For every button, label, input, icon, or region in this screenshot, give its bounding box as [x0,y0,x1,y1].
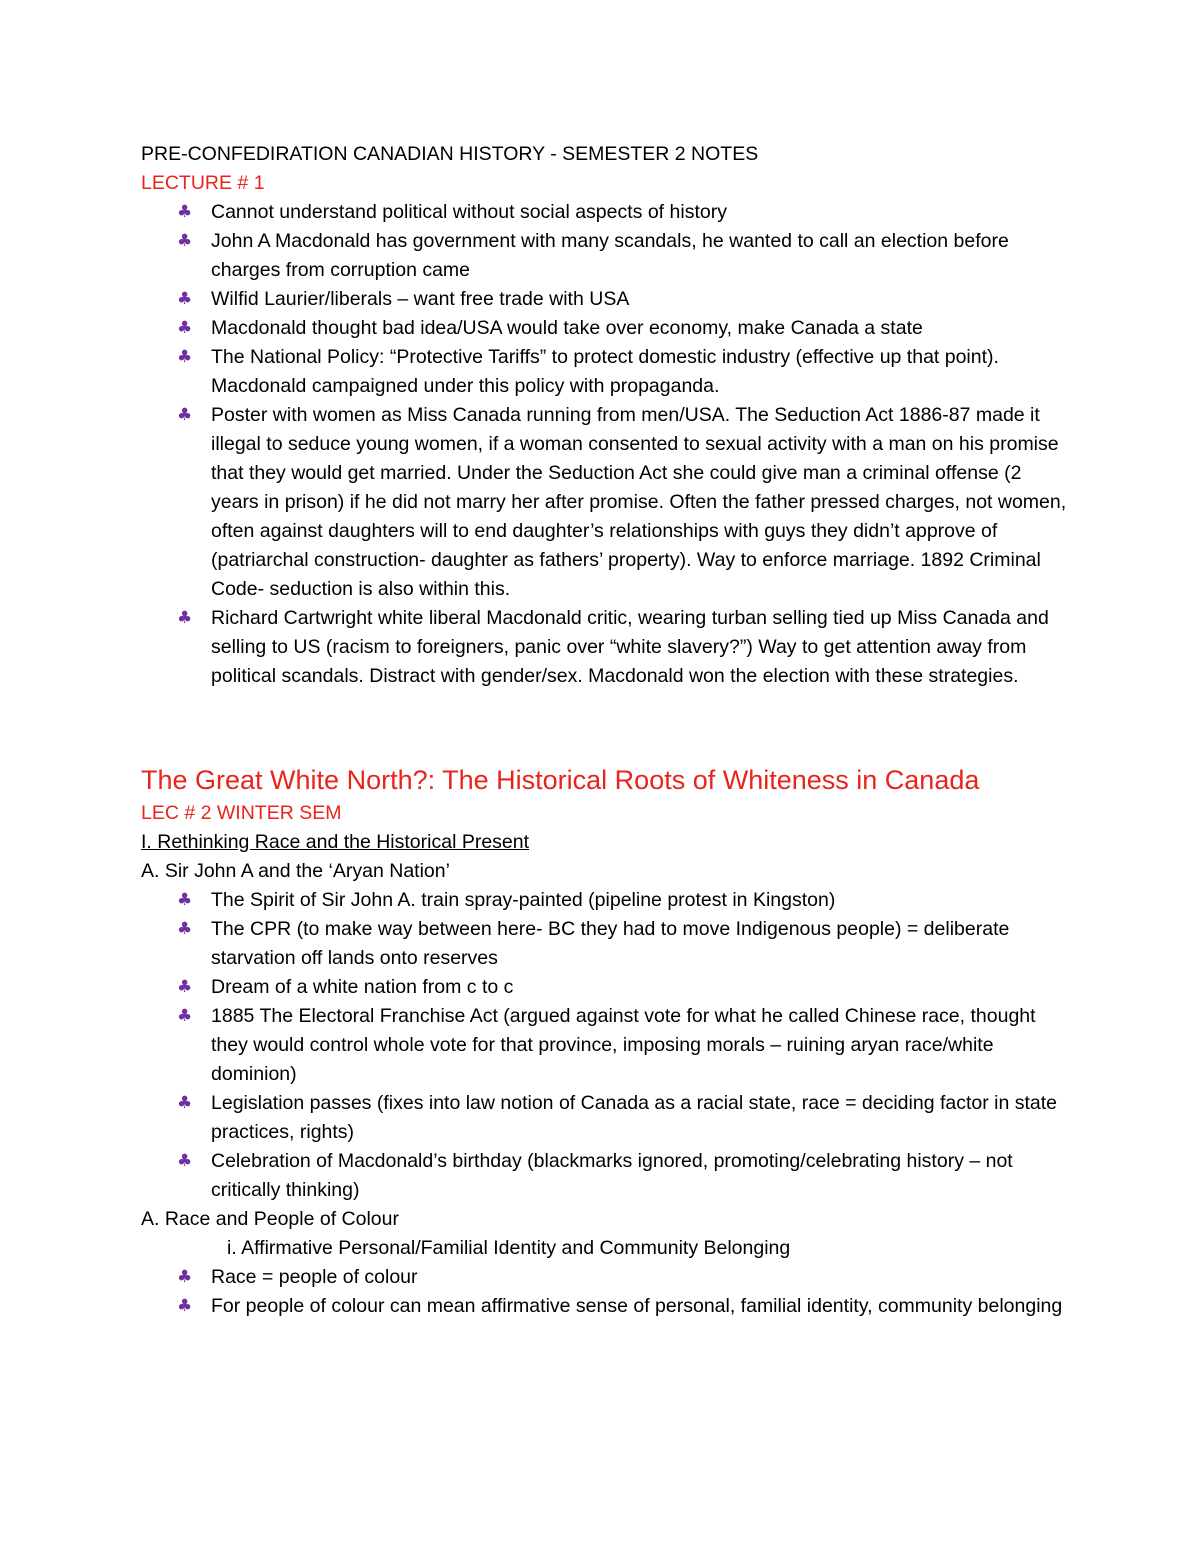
list-item [141,314,1071,343]
subsection-a2-heading: A. Race and People of Colour [141,1208,399,1230]
club-icon: ♣ [177,405,193,425]
section-2-title: The Great White North?: The Historical Roots of Whiteness in Canada [141,765,980,795]
list-item-text: Poster with women as Miss Canada running from men/USA. The Seduction Act 1886-87 made it illegal to seduce young women, if a woman consented to sexual activity with a man on his promise that they would get married. Under the Seduction Act she could give man a criminal offense (2 years in prison) if he did not marry her after promise. Often the father pressed charges, not women, often against daughters will to end daughter’s relationships with guys they didn’t approve of (patriarchal construction- daughter as fathers’ property). Way to enforce marriage. 1892 Criminal Code- seduction is also within this. [211,404,1067,600]
list-item [141,973,1071,1002]
club-icon: ♣ [177,1006,193,1026]
list-item [141,198,1071,227]
list-item [141,1147,1071,1205]
list-item [141,1263,1071,1292]
club-icon: ♣ [177,289,193,309]
list-item [141,915,1071,973]
club-icon: ♣ [177,202,193,222]
list-item-text: The Spirit of Sir John A. train spray-painted (pipeline protest in Kingston) [211,889,836,911]
list-item-text: Dream of a white nation from c to c [211,976,514,998]
list-item-text: John A Macdonald has government with many scandals, he wanted to call an election before charges from corruption came [211,230,1009,281]
document-page [141,140,1071,1321]
part-1-heading: I. Rethinking Race and the Historical Present [141,831,530,853]
club-icon: ♣ [177,318,193,338]
club-icon: ♣ [177,919,193,939]
list-item-text: Celebration of Macdonald’s birthday (blackmarks ignored, promoting/celebrating history – not critically thinking) [211,1150,1013,1201]
list-item-text: Race = people of colour [211,1266,418,1288]
subsection-a1-bullet-list [141,886,1071,1205]
list-item-text: Richard Cartwright white liberal Macdonald critic, wearing turban selling tied up Miss Canada and selling to US (racism to foreigners, panic over “white slavery?”) Way to get attention away from political scandals. Distract with gender/sex. Macdonald won the election with these strategies. [211,607,1049,687]
club-icon: ♣ [177,231,193,251]
list-item-text: Macdonald thought bad idea/USA would take over economy, make Canada a state [211,317,923,339]
club-icon: ♣ [177,1093,193,1113]
list-item-text: The National Policy: “Protective Tariffs” to protect domestic industry (effective up that point). Macdonald campaigned under this policy with propaganda. [211,346,999,397]
club-icon: ♣ [177,347,193,367]
club-icon: ♣ [177,890,193,910]
list-item [141,1292,1071,1321]
list-item-text: For people of colour can mean affirmative sense of personal, familial identity, community belonging [211,1295,1063,1317]
list-item-text: 1885 The Electoral Franchise Act (argued against vote for what he called Chinese race, thought they would control whole vote for that province, imposing morals – ruining aryan race/white dominion) [211,1005,1036,1085]
list-item [141,343,1071,401]
subsection-a2-bullet-list [141,1263,1071,1321]
list-item [141,604,1071,691]
club-icon: ♣ [177,608,193,628]
list-item [141,227,1071,285]
lecture-1-bullet-list [141,198,1071,691]
list-item-text: Wilfid Laurier/liberals – want free trade with USA [211,288,630,310]
list-item-text: The CPR (to make way between here- BC they had to move Indigenous people) = deliberate starvation off lands onto reserves [211,918,1010,969]
lecture-1-label: LECTURE # 1 [141,172,265,194]
club-icon: ♣ [177,1267,193,1287]
list-item-text: Legislation passes (fixes into law notion of Canada as a racial state, race = deciding factor in state practices, rights) [211,1092,1058,1143]
list-item [141,886,1071,915]
list-item [141,1089,1071,1147]
club-icon: ♣ [177,1296,193,1316]
subsection-a1-heading: A. Sir John A and the ‘Aryan Nation’ [141,860,450,882]
list-item [141,285,1071,314]
list-item [141,401,1071,604]
subsection-a2-i-heading: i. Affirmative Personal/Familial Identity and Community Belonging [227,1237,791,1259]
document-title: PRE-CONFEDIRATION CANADIAN HISTORY - SEMESTER 2 NOTES [141,143,759,165]
list-item-text: Cannot understand political without social aspects of history [211,201,727,223]
lecture-2-label: LEC # 2 WINTER SEM [141,802,342,824]
club-icon: ♣ [177,977,193,997]
club-icon: ♣ [177,1151,193,1171]
list-item [141,1002,1071,1089]
